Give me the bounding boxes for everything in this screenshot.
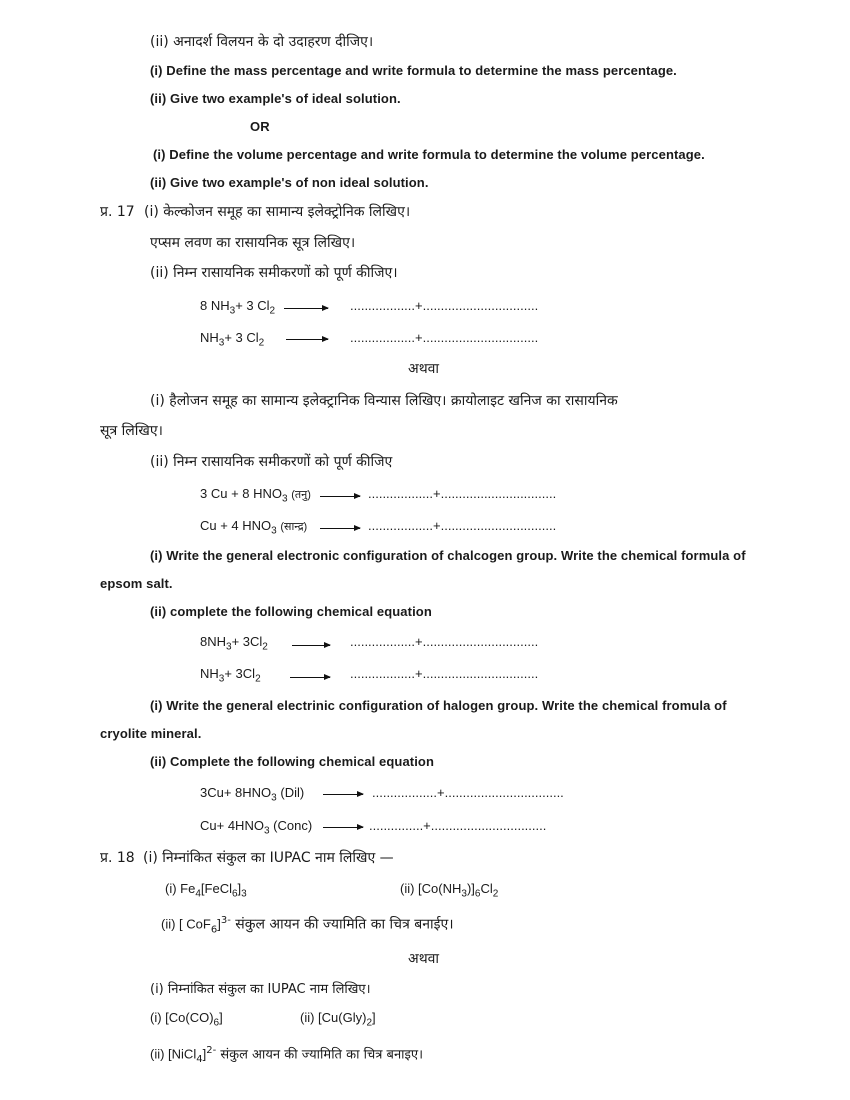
q18-or-hindi-i: (i) निम्नांकित संकुल का IUPAC नाम लिखिए। [150,982,371,997]
q17-hindi-i-cont: एप्सम लवण का रासायनिक सूत्र लिखिए। [150,235,356,251]
q17-english-i: (i) Write the general electronic configuration of chalcogen group. Write the chemical formula of [150,548,746,563]
q18-hindi-ii: (ii) [ CoF$_6$]$^{3-}$ संकुल आयन की ज्यामिति का चित्र बनाईए। [161,915,454,936]
q17-or-english-ii: (ii) Complete the following chemical equation [150,754,435,769]
q17-equation-1-lhs: 8 $NH_3+ 3$ $Cl_2$ [200,298,276,317]
q17-or-hindi-i: (i) हैलोजन समूह का सामान्य इलेक्ट्रानिक विन्यास लिखिए। क्रायोलाइट खनिज का रासायनिक [150,393,618,409]
reaction-arrow [323,794,363,795]
reaction-arrow [290,677,330,678]
reaction-arrow [320,496,360,497]
q17-athva: अथवा [408,361,440,377]
q17-hindi-i: (i) केल्कोजन समूह का सामान्य इलेक्ट्रोनिक लिखिए। [144,204,411,220]
q17-english-hno3-equation-2-blank: ...............+................................ [369,818,547,833]
q17-english-equation-2-lhs: $NH_3+ 3Cl_2$ [200,666,261,685]
q17-number: प्र. 17 [100,204,135,220]
reaction-arrow [292,645,330,646]
q17-english-ii: (ii) complete the following chemical equation [150,604,432,619]
q17-hno3-equation-2-blank: ..................+................................ [368,518,557,533]
q17-or-hindi-ii: (ii) निम्न रासायनिक समीकरणों को पूर्ण कीजिए [150,454,393,470]
q17-english-equation-1-blank: ..................+................................ [350,634,539,649]
q18-or-hindi-ii: (ii) [NiCl$_4$]$^{2-}$ संकुल आयन की ज्यामिति का चित्र बनाइए। [150,1045,424,1065]
reaction-arrow [320,528,360,529]
q17-english-hno3-equation-2-lhs: $Cu+ 4HNO_3$ (Conc) [200,818,313,837]
q17-equation-2-lhs: $NH_3+ 3$ $Cl_2$ [200,330,265,349]
q17-english-hno3-equation-1-blank: ..................+................................. [372,785,564,800]
q17-or-english-i: (i) Write the general electrinic configuration of halogen group. Write the chemical fromula of [150,698,727,713]
q16-or-english-ii: (ii) Give two example's of non ideal solution. [150,175,429,190]
q17-or-hindi-i-cont: सूत्र लिखिए। [100,423,163,439]
reaction-arrow [323,827,363,828]
q17-equation-1-blank: ..................+................................ [350,298,539,313]
q17-hno3-equation-2-lhs: Cu + 4 $HNO_3$ (सान्द्र) [200,518,308,537]
q17-english-i-cont: epsom salt. [100,576,173,591]
q17-english-hno3-equation-1-lhs: $3Cu+ 8HNO_3$ (Dil) [200,785,305,804]
q17-english-equation-1-lhs: $8NH_3+ 3Cl_2$ [200,634,268,653]
q17-hindi-ii: (ii) निम्न रासायनिक समीकरणों को पूर्ण कीजिए। [150,265,398,281]
q18-complex-1: (i) $Fe_4[FeCl_6]_3$ [165,881,247,900]
q18-athva: अथवा [408,951,440,967]
q16-hindi-ii: (ii) अनादर्श विलयन के दो उदाहरण दीजिए। [150,34,374,50]
q18-or-complex-1: (i) $[Co(CO)_6]$ [150,1010,223,1029]
q16-or-label: OR [250,119,270,134]
q16-english-ii: (ii) Give two example's of ideal solution. [150,91,401,106]
q17-or-english-i-cont: cryolite mineral. [100,726,202,741]
q18-hindi-i: (i) निम्नांकित संकुल का IUPAC नाम लिखिए — [143,850,394,866]
reaction-arrow [286,339,328,340]
q17-hno3-equation-1-blank: ..................+................................ [368,486,557,501]
q17-english-equation-2-blank: ..................+................................ [350,666,539,681]
q18-complex-2: (ii) $[Co(NH_3)]_6Cl_2$ [400,881,499,900]
q17-hno3-equation-1-lhs: 3 Cu + 8 $HNO_3$ (तनु) [200,486,311,505]
q17-equation-2-blank: ..................+................................ [350,330,539,345]
q16-english-i: (i) Define the mass percentage and write formula to determine the mass percentage. [150,63,677,78]
reaction-arrow [284,308,328,309]
q18-number: प्र. 18 [100,850,135,866]
q18-or-complex-2: (ii) $[Cu(Gly)_2]$ [300,1010,376,1029]
q16-or-english-i: (i) Define the volume percentage and write formula to determine the volume percentage. [153,147,705,162]
